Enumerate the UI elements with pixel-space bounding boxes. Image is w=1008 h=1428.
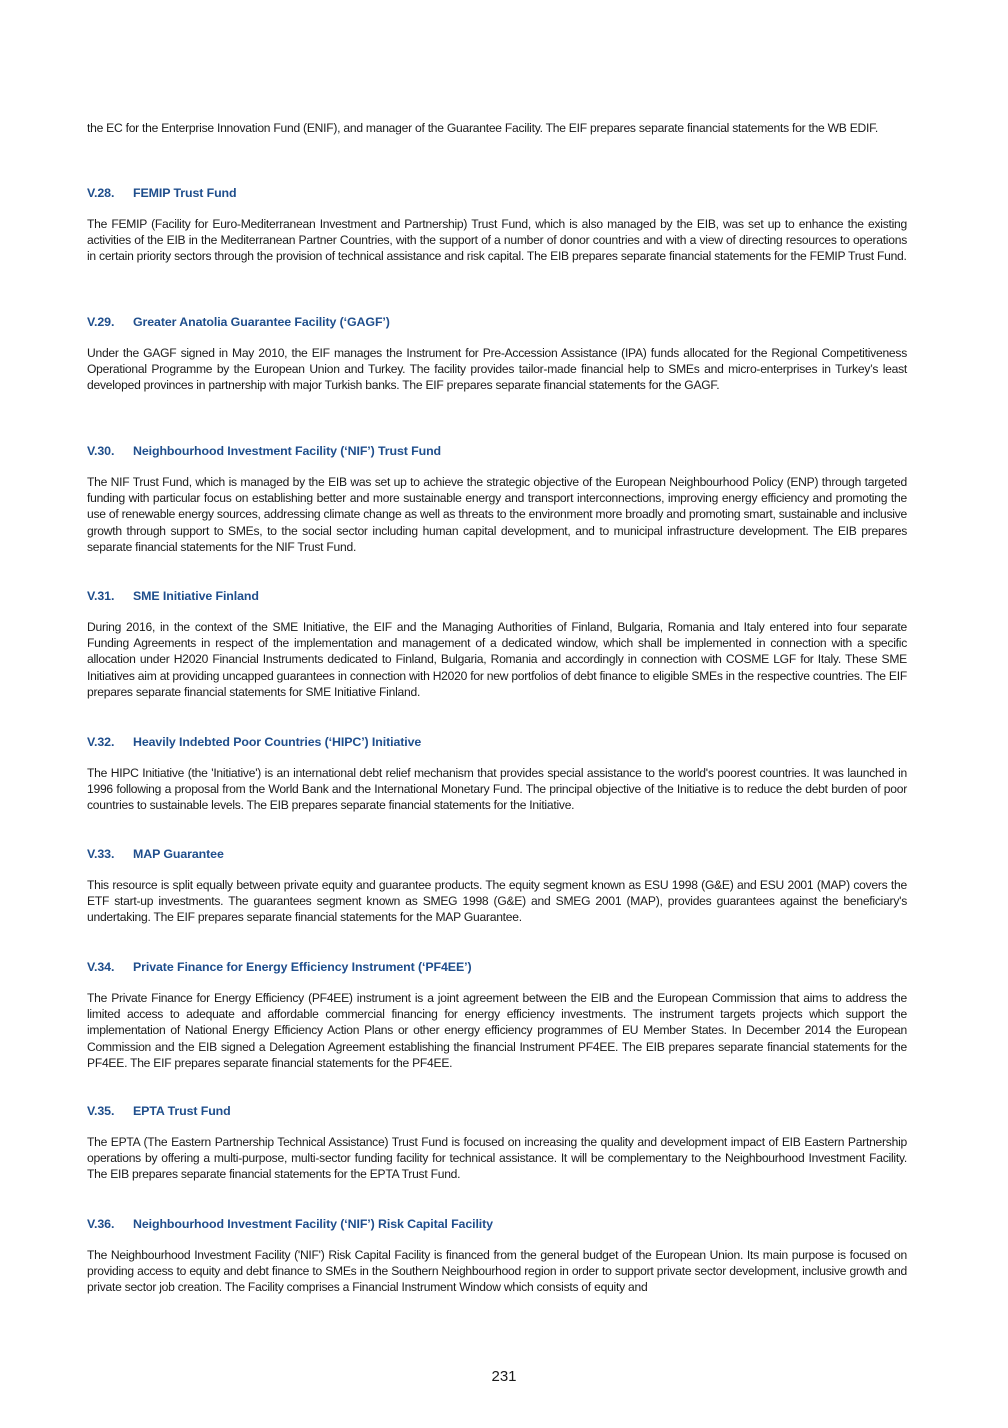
section-number: V.35. [87,1104,115,1118]
section-body: During 2016, in the context of the SME Initiative, the EIF and the Managing Authorities of Finland, Bulgaria, Romania and Italy entered into four separate Funding Agreements in respect of the implementation and management of a dedicated window, which shall be implemented in connection with a specific allocation under H2020 Financial Instruments dedicated to Finland, Bulgaria, Romania and accordingly in connection with COSME LGF for Italy. These SME Initiatives aim at providing uncapped guarantees in connection with H2020 for new portfolios of debt finance to eligible SMEs in the respective countries. The EIF prepares separate financial statements for SME Initiative Finland. [87,620,907,699]
section-number: V.32. [87,735,115,749]
section-title: FEMIP Trust Fund [133,186,237,200]
section-body: Under the GAGF signed in May 2010, the EIF manages the Instrument for Pre-Accession Assistance (IPA) funds allocated for the Regional Competitiveness Operational Programme by the European Union and Turkey. The facility provides tailor-made financial help to SMEs and micro-enterprises in Turkey’s least developed provinces in partnership with major Turkish banks. The EIF prepares separate financial statements for the GAGF. [87,346,907,393]
section-body: The FEMIP (Facility for Euro-Mediterranean Investment and Partnership) Trust Fund, which is also managed by the EIB, was set up to enhance the existing activities of the EIB in the Mediterranean Partner Countries, with the support of a number of donor countries and with a view of directing resources to operations in certain priority sectors through the provision of technical assistance and risk capital. The EIB prepares separate financial statements for the FEMIP Trust Fund. [87,217,907,264]
section-body: The Private Finance for Energy Efficiency (PF4EE) instrument is a joint agreement between the EIB and the European Commission that aims to address the limited access to adequate and affordable commercial financing for energy efficiency investments. The instrument targets projects which support the implementation of National Energy Efficiency Action Plans or other energy efficiency programmes of EU Member States. In December 2014 the European Commission and the EIB signed a Delegation Agreement establishing the financial Instrument PF4EE. The EIB prepares separate financial statements for the PF4EE. The EIF prepares separate financial statements for the PF4EE. [87,991,907,1070]
section-title: Neighbourhood Investment Facility (‘NIF’) Risk Capital Facility [133,1217,493,1231]
section-heading [87,735,907,749]
section-v36 [87,1217,907,1296]
section-body: The NIF Trust Fund, which is managed by the EIB was set up to achieve the strategic objective of the European Neighbourhood Policy (ENP) through targeted funding with particular focus on establishing better and more sustainable energy and transport interconnections, improving energy efficiency and promoting the use of renewable energy sources, addressing climate change as well as threats to the environment more broadly and promoting smart, sustainable and inclusive growth through support to SMEs, to the social sector including human capital development, and to municipal infrastructure development. The EIB prepares separate financial statements for the NIF Trust Fund. [87,475,907,554]
section-number: V.28. [87,186,115,200]
section-number: V.29. [87,315,115,329]
section-title: Neighbourhood Investment Facility (‘NIF’) Trust Fund [133,444,442,458]
section-v34 [87,960,907,1071]
section-v30 [87,444,907,555]
section-v32 [87,735,907,814]
section-number: V.34. [87,960,115,974]
section-heading [87,1217,907,1231]
section-heading [87,444,907,458]
section-v33 [87,847,907,926]
section-body: This resource is split equally between private equity and guarantee products. The equity segment known as ESU 1998 (G&E) and ESU 2001 (MAP) covers the ETF start-up investments. The guarantees segment known as SMEG 1998 (G&E) and SMEG 2001 (MAP), provides guarantees against the beneficiary's undertaking. The EIF prepares separate financial statements for the MAP Guarantee. [87,878,907,925]
section-number: V.33. [87,847,115,861]
section-title: MAP Guarantee [133,847,224,861]
section-v28 [87,186,907,265]
intro-paragraph: the EC for the Enterprise Innovation Fund (ENIF), and manager of the Guarantee Facility. The EIF prepares separate financial statements for the WB EDIF. [87,121,879,135]
section-body: The EPTA (The Eastern Partnership Technical Assistance) Trust Fund is focused on increasing the quality and development impact of EIB Eastern Partnership operations by offering a multi-purpose, multi-sector funding facility for technical assistance. It will be complementary to the Neighbourhood Investment Facility. The EIB prepares separate financial statements for the EPTA Trust Fund. [87,1135,907,1182]
section-heading [87,847,907,861]
section-number: V.30. [87,444,115,458]
section-v29 [87,315,907,394]
section-title: Heavily Indebted Poor Countries (‘HIPC’) Initiative [133,735,422,749]
section-heading [87,315,907,329]
section-heading [87,186,907,200]
section-heading [87,589,907,603]
section-title: Private Finance for Energy Efficiency Instrument (‘PF4EE’) [133,960,472,974]
section-body: The HIPC Initiative (the 'Initiative') is an international debt relief mechanism that provides special assistance to the world's poorest countries. It was launched in 1996 following a proposal from the World Bank and the International Monetary Fund. The principal objective of the Initiative is to reduce the debt burden of poor countries to sustainable levels. The EIB prepares separate financial statements for the Initiative. [87,766,907,813]
section-number: V.36. [87,1217,115,1231]
section-v35 [87,1104,907,1183]
section-number: V.31. [87,589,115,603]
section-body: The Neighbourhood Investment Facility ('NIF') Risk Capital Facility is financed from the general budget of the European Union. Its main purpose is focused on providing access to equity and debt finance to SMEs in the Southern Neighbourhood region in order to support private sector development, inclusive growth and private sector job creation. The Facility comprises a Financial Instrument Window which consists of equity and [87,1248,907,1295]
section-title: Greater Anatolia Guarantee Facility (‘GAGF’) [133,315,390,329]
section-title: SME Initiative Finland [133,589,259,603]
section-title: EPTA Trust Fund [133,1104,231,1118]
section-heading [87,1104,907,1118]
section-v31 [87,589,907,700]
section-heading [87,960,907,974]
page-number: 231 [491,1368,517,1385]
